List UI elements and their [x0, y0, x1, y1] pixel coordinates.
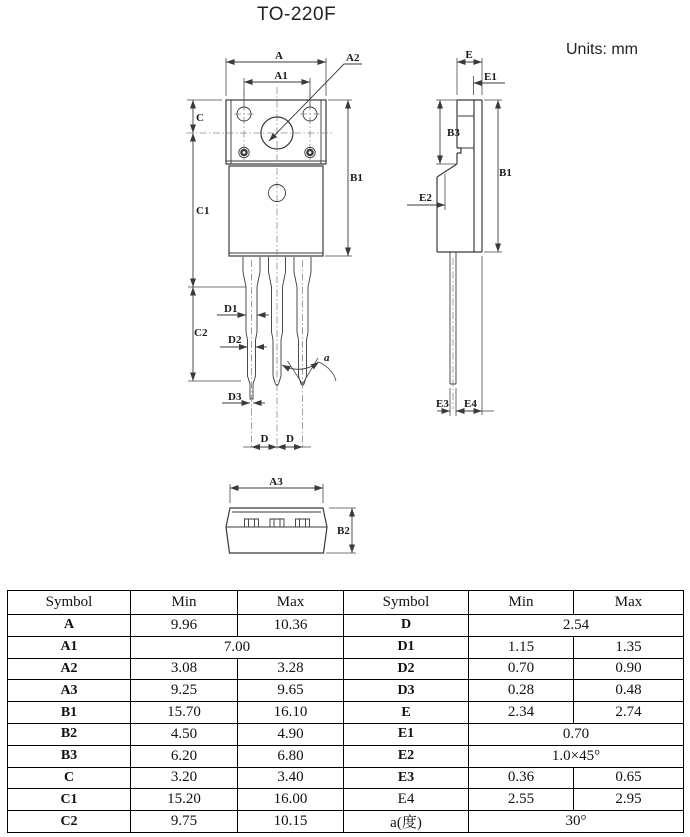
min-cell: 3.20: [131, 767, 238, 789]
dim-B1-side: [484, 100, 512, 252]
min-cell: 0.36: [469, 767, 574, 789]
bottom-outline: [226, 508, 327, 553]
dim-E3-label: E3: [436, 398, 449, 410]
header-max-right: Max: [574, 591, 684, 615]
table-row: [8, 789, 684, 811]
merged-value-cell: 30°: [469, 811, 684, 833]
min-cell: 6.20: [131, 745, 238, 767]
bottom-view: [226, 476, 356, 553]
dim-D2: [220, 334, 267, 347]
max-cell: 0.48: [574, 680, 684, 702]
dimension-table: [7, 590, 684, 833]
max-cell: 1.35: [574, 636, 684, 658]
dim-A3: [230, 476, 323, 503]
symbol-cell: C1: [8, 789, 131, 811]
max-cell: 9.65: [238, 680, 344, 702]
dim-D-right-label: D: [286, 433, 294, 445]
dim-B1-front-label: B1: [350, 172, 363, 184]
table-header-row: [8, 591, 684, 615]
dim-alpha-label: a: [324, 352, 330, 364]
units-label: Units: mm: [566, 41, 638, 58]
dim-E-label: E: [465, 49, 473, 61]
symbol-cell: A1: [8, 636, 131, 658]
dim-B1-front: [325, 100, 363, 256]
dim-D1-label: D1: [224, 303, 238, 315]
dim-E1: [474, 71, 506, 95]
symbol-cell: D2: [344, 658, 469, 680]
bottom-lead-stubs: [245, 519, 310, 527]
symbol-cell: E3: [344, 767, 469, 789]
dim-B1-side-label: B1: [499, 167, 512, 179]
dim-C2-label: C2: [194, 327, 208, 339]
min-cell: 2.55: [469, 789, 574, 811]
merged-value-cell: 2.54: [469, 615, 684, 637]
centerlines: [186, 87, 332, 450]
dim-C: [187, 100, 222, 133]
max-cell: 10.36: [238, 615, 344, 637]
max-cell: 16.00: [238, 789, 344, 811]
rivet-right: [305, 147, 315, 157]
max-cell: 6.80: [238, 745, 344, 767]
table-row: [8, 702, 684, 724]
dim-B3-label: B3: [447, 127, 460, 139]
min-cell: 9.96: [131, 615, 238, 637]
min-cell: 4.50: [131, 723, 238, 745]
table-row: [8, 745, 684, 767]
dim-D3-label: D3: [228, 391, 242, 403]
min-cell: 15.20: [131, 789, 238, 811]
max-cell: 2.74: [574, 702, 684, 724]
side-hole-edge-lines: [458, 116, 474, 148]
header-max-left: Max: [238, 591, 344, 615]
side-view: [407, 49, 512, 416]
dim-C-label: C: [196, 112, 204, 124]
symbol-cell: D: [344, 615, 469, 637]
front-view: [186, 50, 363, 450]
max-cell: 3.28: [238, 658, 344, 680]
symbol-cell: D1: [344, 636, 469, 658]
symbol-cell: D3: [344, 680, 469, 702]
symbol-cell: B2: [8, 723, 131, 745]
dim-C1-label: C1: [196, 205, 210, 217]
dim-C1: [193, 133, 209, 287]
min-cell: 9.75: [131, 811, 238, 833]
header-min-left: Min: [131, 591, 238, 615]
side-back-lines: [474, 100, 482, 252]
table-row: [8, 636, 684, 658]
dim-E2-label: E2: [419, 192, 432, 204]
max-cell: 0.90: [574, 658, 684, 680]
bottom-parting-lines: [226, 512, 327, 527]
max-cell: 16.10: [238, 702, 344, 724]
header-min-right: Min: [469, 591, 574, 615]
table-row: [8, 811, 684, 833]
symbol-cell: E2: [344, 745, 469, 767]
table-row: [8, 767, 684, 789]
dim-D2-label: D2: [228, 334, 242, 346]
dim-A1-label: A1: [274, 70, 288, 82]
dim-B2-label: B2: [337, 525, 350, 537]
merged-value-cell: 7.00: [131, 636, 344, 658]
header-symbol-right: Symbol: [344, 591, 469, 615]
table-row: [8, 658, 684, 680]
dim-D3: [222, 391, 265, 403]
dim-B2: [326, 508, 356, 553]
dim-E: [457, 49, 482, 95]
dim-E4-label: E4: [464, 398, 477, 410]
dim-D1: [217, 303, 269, 315]
min-cell: 0.28: [469, 680, 574, 702]
table-row: [8, 680, 684, 702]
symbol-cell: A2: [8, 658, 131, 680]
dim-A2-label: A2: [346, 52, 360, 64]
symbol-cell: C2: [8, 811, 131, 833]
symbol-cell: a(度): [344, 811, 469, 833]
min-cell: 2.34: [469, 702, 574, 724]
dim-E2: [407, 174, 445, 210]
symbol-cell: B1: [8, 702, 131, 724]
max-cell: 3.40: [238, 767, 344, 789]
max-cell: 10.15: [238, 811, 344, 833]
merged-value-cell: 0.70: [469, 723, 684, 745]
symbol-cell: E: [344, 702, 469, 724]
dim-E1-label: E1: [484, 71, 497, 83]
symbol-cell: A3: [8, 680, 131, 702]
symbol-cell: B3: [8, 745, 131, 767]
symbol-cell: E1: [344, 723, 469, 745]
dim-alpha: [282, 352, 336, 384]
min-cell: 0.70: [469, 658, 574, 680]
front-body-outline: [229, 166, 323, 256]
side-body-outline: [437, 100, 482, 252]
dim-A-label: A: [275, 50, 283, 62]
table-row: [8, 723, 684, 745]
min-cell: 3.08: [131, 658, 238, 680]
dim-E3-E4: [436, 388, 494, 416]
min-cell: 9.25: [131, 680, 238, 702]
max-cell: 4.90: [238, 723, 344, 745]
table-row: [8, 615, 684, 637]
max-cell: 2.95: [574, 789, 684, 811]
symbol-cell: E4: [344, 789, 469, 811]
header-symbol-left: Symbol: [8, 591, 131, 615]
rivet-left: [239, 147, 249, 157]
dim-A3-label: A3: [269, 476, 283, 488]
symbol-cell: C: [8, 767, 131, 789]
merged-value-cell: 1.0×45°: [469, 745, 684, 767]
symbol-cell: A: [8, 615, 131, 637]
min-cell: 15.70: [131, 702, 238, 724]
page-title: TO-220F: [257, 4, 337, 25]
min-cell: 1.15: [469, 636, 574, 658]
dim-D-left-label: D: [260, 433, 269, 445]
max-cell: 0.65: [574, 767, 684, 789]
